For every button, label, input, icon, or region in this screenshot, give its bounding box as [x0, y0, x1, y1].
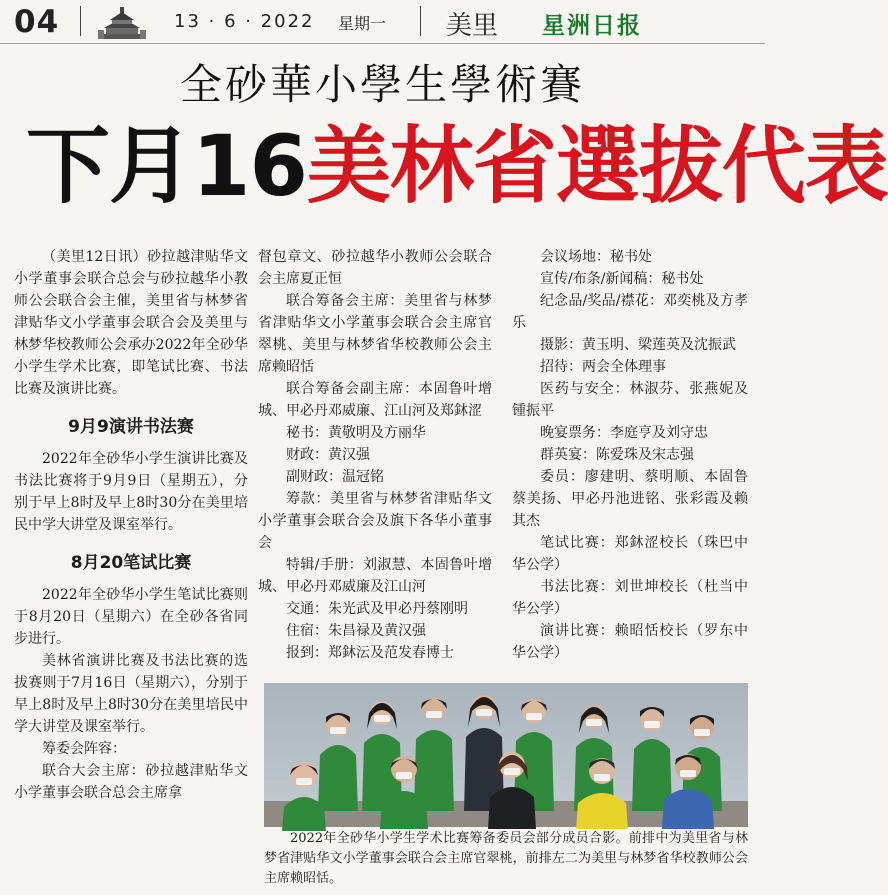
subheading-written-test: 8月20笔试比赛 [70, 553, 192, 573]
committee-entry: 联合筹备会主席：美里省与林梦省津贴华文小学董事会联合会主席官翠桃、美里与林梦省华校教师公会主席赖昭恬 [258, 293, 492, 375]
committee-entry: 医药与安全：林淑芬、张燕妮及锺振平 [512, 381, 748, 419]
building-icon [96, 6, 148, 40]
headline-red-part: 美林省選拔代表 [306, 117, 888, 215]
article-paragraph: 督包章文、砂拉越华小教师公会联合会主席夏正恒 [258, 249, 492, 287]
masthead-divider-2 [420, 6, 421, 36]
issue-weekday: 星期一 [338, 14, 387, 33]
article-column-3 [512, 246, 748, 664]
committee-entry: 演讲比赛：赖昭恬校长（罗东中华公学） [512, 623, 748, 661]
group-photo-illustration [264, 683, 748, 827]
committee-entry: 招待：两会全体理事 [540, 359, 666, 375]
committee-entry: 摄影：黄玉明、梁莲英及沈振武 [540, 337, 736, 353]
article-column-1 [14, 246, 248, 804]
main-headline [26, 117, 888, 215]
committee-entry: 副财政：温冠铭 [286, 469, 384, 485]
article-paragraph: 美林省演讲比赛及书法比赛的选拔赛则于7月16日（星期六），分别于早上8时及早上8时30分在美里培民中学大讲堂及课室举行。 [14, 653, 248, 735]
committee-entry: 报到：郑鈢沄及范发春博士 [286, 645, 454, 661]
page-number: 04 [14, 4, 60, 40]
committee-entry: 秘书：黄敬明及方丽华 [286, 425, 426, 441]
article-paragraph: 2022年全砂华小学生笔试比赛则于8月20日（星期六）在全砂各省同步进行。 [14, 587, 248, 647]
committee-entry: 纪念品/奖品/襟花：邓奕桃及方孝乐 [512, 293, 748, 331]
photo-caption: 2022年全砂华小学生学术比赛筹备委员会部分成员合影。前排中为美里省与林梦省津贴华文小学董事会联合会主席官翠桃，前排左二为美里与林梦省华校教师公会主席赖昭恬。 [264, 831, 748, 886]
article-paragraph: 2022年全砂华小学生演讲比赛及书法比赛将于9月9日（星期五），分别于早上8时及早上8时30分在美里培民中学大讲堂及课室举行。 [14, 451, 248, 533]
committee-entry: 住宿：朱昌禄及黄汉强 [286, 623, 426, 639]
section-name: 美里 [446, 11, 499, 41]
committee-entry: 特辑/手册：刘淑慧、本固鲁叶增城、甲必丹邓威廉及江山河 [258, 557, 492, 595]
committee-entry: 群英宴：陈爱珠及宋志强 [540, 447, 694, 463]
article-column-2 [258, 246, 492, 664]
article-paragraph: 联合大会主席：砂拉越津贴华文小学董事会联合总会主席拿 [14, 763, 248, 801]
committee-entry: 交通：朱光武及甲必丹蔡刚明 [286, 601, 468, 617]
headline-black-part: 下月16 [26, 117, 307, 215]
kicker-headline: 全砂華小學生學術賽 [179, 60, 585, 109]
committee-entry: 笔试比赛：郑鈢涩校长（珠巴中华公学） [512, 535, 748, 573]
subheading-speech-calligraphy: 9月9演讲书法赛 [68, 417, 194, 437]
article-lead: （美里12日讯）砂拉越津贴华文小学董事会联合总会与砂拉越华小教师公会联合会主催，美里省与林梦省津贴华文小学董事会联合会及美里与林梦华校教师公会承办2022年全砂华小学生学术比赛，即笔试比赛、书法比赛及演讲比赛。 [14, 249, 248, 397]
committee-entry: 财政：黄汉强 [286, 447, 370, 463]
committee-entry: 会议场地：秘书处 [540, 249, 652, 265]
committee-entry: 书法比赛：刘世坤校长（杜当中华公学） [512, 579, 748, 617]
article-paragraph: 筹委会阵容： [42, 741, 126, 757]
committee-entry: 晚宴票务：李庭亨及刘守忠 [540, 425, 708, 441]
committee-entry: 筹款：美里省与林梦省津贴华文小学董事会联合会及旗下各华小董事会 [258, 491, 492, 551]
masthead [0, 0, 765, 44]
masthead-divider [80, 6, 81, 36]
committee-entry: 委员：廖建明、蔡明顺、本固鲁蔡美扬、甲必丹池进铭、张彩霞及赖其杰 [512, 469, 748, 529]
group-photo [264, 683, 748, 827]
issue-date: 13 · 6 · 2022 [174, 11, 315, 32]
committee-entry: 联合筹备会副主席：本固鲁叶增城、甲必丹邓威廉、江山河及郑鈢涩 [258, 381, 492, 419]
newspaper-logo: 星洲日报 [542, 12, 642, 39]
committee-entry: 宣传/布条/新闻稿：秘书处 [540, 271, 704, 287]
